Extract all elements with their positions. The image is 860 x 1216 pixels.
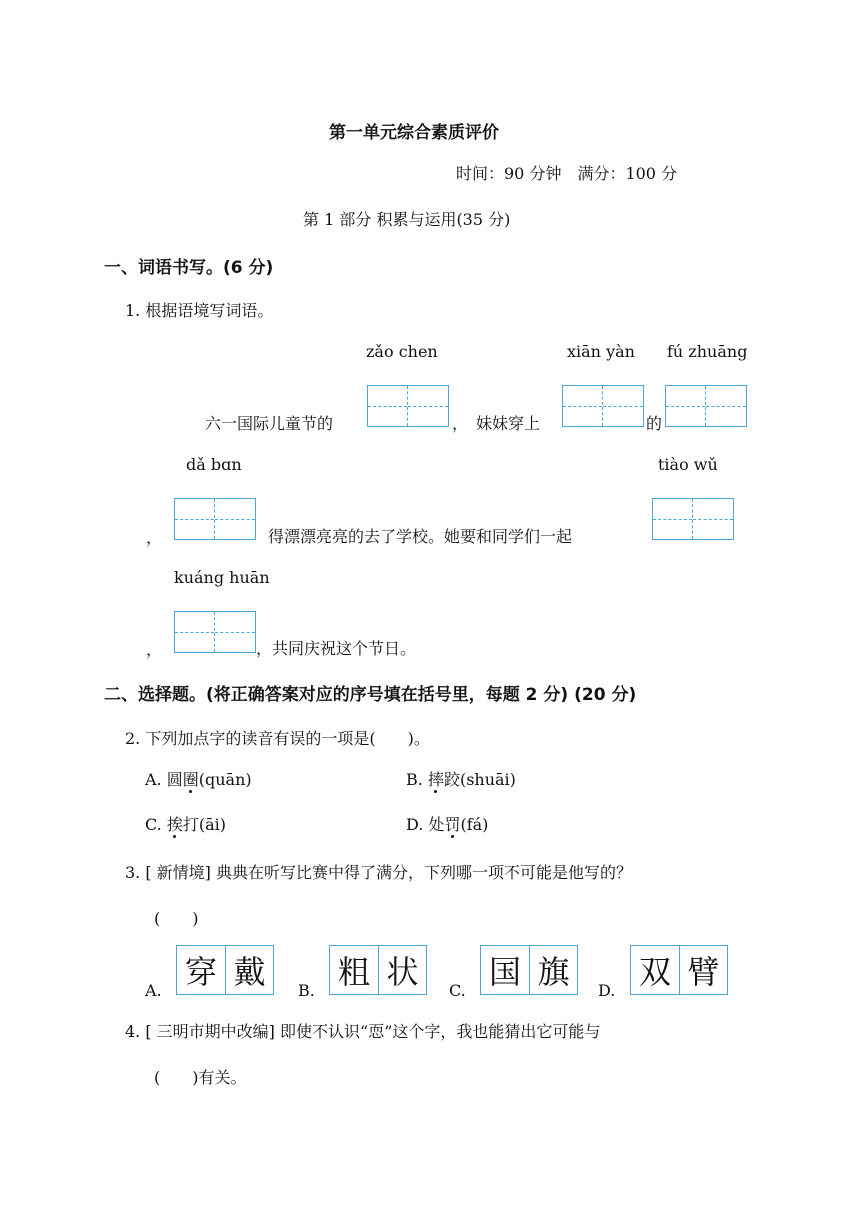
pinyin-zaochen: zǎo chen [366,342,438,361]
answer-grid-3[interactable] [665,385,747,427]
q3-option-a-box[interactable] [176,945,274,995]
q3-label-a: A. [145,981,162,1000]
question1-stem: 1. 根据语境写词语。 [125,301,274,320]
question2-stem: 2. 下列加点字的读音有误的一项是( )。 [125,729,430,748]
q3-d-char-1: 双 [638,953,671,991]
sentence-part-2: ， 妹妹穿上 [452,414,541,433]
pinyin-kuanghuan: kuáng huān [174,568,270,587]
exam-meta: 时间：90 分钟 满分：100 分 [456,164,678,183]
q2-option-b[interactable]: B. 摔跤(shuāi) [406,770,516,789]
q3-c-char-1: 国 [488,953,521,991]
answer-grid-2[interactable] [562,385,644,427]
sentence-comma-1: ， [146,528,163,547]
question4-tail: ( )有关。 [154,1068,247,1087]
q3-label-d: D. [598,981,616,1000]
answer-grid-1[interactable] [367,385,449,427]
q3-label-c: C. [449,981,466,1000]
q2-option-d[interactable]: D. 处罚(fá) [406,815,489,834]
q3-a-char-1: 穿 [184,953,217,991]
q3-option-d-box[interactable] [630,945,728,995]
pinyin-daban: dǎ bɑn [186,455,242,474]
page-title: 第一单元综合素质评价 [329,123,499,143]
question3-stem: 3. [ 新情境] 典典在听写比赛中得了满分，下列哪一项不可能是他写的？ [125,863,633,882]
question3-blank[interactable]: ( ) [154,909,199,928]
q3-option-b-box[interactable] [329,945,427,995]
section2-heading: 二、选择题。(将正确答案对应的序号填在括号里，每题 2 分) (20 分) [104,685,637,705]
pinyin-fuzhuang: fú zhuāng [667,342,748,361]
dotted-char: 罚 [444,815,461,834]
part-heading: 第 1 部分 积累与运用(35 分) [303,210,511,229]
pinyin-xianyan: xiān yàn [567,342,635,361]
q2-option-c[interactable]: C. 挨打(āi) [145,815,227,834]
q3-a-char-2: 戴 [225,946,273,994]
answer-grid-5[interactable] [652,498,734,540]
sentence-part-7: ，共同庆祝这个节日。 [256,639,417,658]
q3-c-char-2: 旗 [529,946,577,994]
sentence-part-1: 六一国际儿童节的 [205,414,334,433]
sentence-comma-2: ， [146,640,163,659]
answer-grid-6[interactable] [174,611,256,653]
sentence-part-3: 的 [646,414,663,433]
dotted-char: 圈 [182,770,199,789]
sentence-part-5: 得漂漂亮亮的去了学校。她要和同学们一起 [268,527,573,546]
answer-grid-4[interactable] [174,498,256,540]
dotted-char: 摔 [427,770,444,789]
q3-d-char-2: 臂 [679,946,727,994]
section1-heading: 一、词语书写。(6 分) [104,258,274,278]
q3-b-char-2: 状 [378,946,426,994]
q3-option-c-box[interactable] [480,945,578,995]
q3-b-char-1: 粗 [337,953,370,991]
pinyin-tiaowu: tiào wǔ [658,455,718,474]
dotted-char: 挨 [166,815,183,834]
q3-label-b: B. [298,981,315,1000]
question4-stem: 4. [ 三明市期中改编] 即使不认识“恧”这个字，我也能猜出它可能与 [125,1022,601,1041]
q2-option-a[interactable]: A. 圆圈(quān) [145,770,252,789]
